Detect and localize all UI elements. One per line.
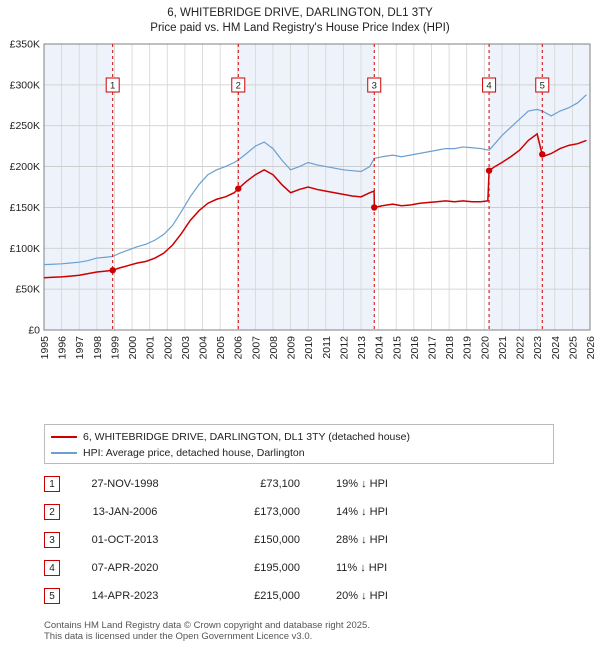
x-axis-tick-label: 2010 (303, 336, 316, 360)
marker-badge-label: 2 (235, 80, 241, 92)
x-axis-tick-label: 2026 (585, 336, 597, 360)
sale-index-badge: 1 (44, 476, 60, 492)
x-axis-tick-label: 1999 (109, 336, 122, 360)
y-axis-tick-label: £300K (9, 79, 40, 92)
table-row (44, 554, 554, 582)
sale-index-badge: 5 (44, 588, 60, 604)
x-axis-tick-label: 2007 (250, 336, 263, 360)
sales-table (44, 470, 554, 610)
table-row (44, 526, 554, 554)
x-axis-tick-label: 2000 (127, 336, 140, 360)
table-row (44, 582, 554, 610)
sale-hpi-delta: 19% ↓ HPI (336, 478, 388, 490)
sale-price: £73,100 (260, 478, 300, 490)
sale-date: 27-NOV-1998 (91, 478, 159, 490)
sale-point-2 (235, 185, 241, 191)
x-axis-tick-label: 2023 (532, 336, 545, 360)
y-axis-tick-label: £50K (15, 283, 40, 296)
legend-label-property: 6, WHITEBRIDGE DRIVE, DARLINGTON, DL1 3TY (detached house) (83, 431, 410, 443)
x-axis-tick-label: 2002 (162, 336, 175, 360)
sale-price: £150,000 (254, 534, 300, 546)
x-axis-tick-label: 2016 (408, 336, 421, 360)
x-axis-tick-label: 2009 (285, 336, 298, 360)
x-axis-tick-label: 2004 (197, 336, 210, 360)
chart-legend (44, 424, 554, 464)
y-axis-tick-label: £200K (9, 161, 40, 174)
sale-price: £215,000 (254, 590, 300, 602)
x-axis-tick-label: 2005 (215, 336, 228, 360)
table-row (44, 498, 554, 526)
x-axis-tick-label: 2019 (461, 336, 474, 360)
sale-index-badge: 4 (44, 560, 60, 576)
marker-badge-label: 1 (110, 80, 116, 92)
x-axis-tick-label: 1996 (56, 336, 69, 360)
x-axis-tick-label: 2013 (356, 336, 369, 360)
chart-svg (0, 36, 600, 376)
marker-badge-label: 5 (539, 80, 545, 92)
legend-swatch-property (51, 436, 77, 438)
x-axis-tick-label: 2003 (179, 336, 192, 360)
legend-item-hpi (51, 445, 547, 461)
x-axis-tick-label: 1995 (39, 336, 51, 360)
marker-badge-label: 3 (371, 80, 377, 92)
sale-point-4 (486, 167, 492, 173)
sale-hpi-delta: 14% ↓ HPI (336, 506, 388, 518)
price-chart (0, 36, 600, 376)
legend-label-hpi: HPI: Average price, detached house, Darlington (83, 447, 305, 459)
x-axis-tick-label: 2012 (338, 336, 351, 360)
legend-item-property (51, 429, 547, 445)
sale-hpi-delta: 11% ↓ HPI (336, 562, 388, 574)
y-axis-tick-label: £100K (9, 242, 40, 255)
footer-line-2: This data is licensed under the Open Government Licence v3.0. (44, 631, 313, 642)
x-axis-tick-label: 2008 (267, 336, 280, 360)
x-axis-tick-label: 1998 (91, 336, 104, 360)
x-axis-tick-label: 2018 (444, 336, 457, 360)
sale-index-badge: 3 (44, 532, 60, 548)
sale-date: 13-JAN-2006 (92, 506, 158, 518)
sale-point-5 (539, 151, 545, 157)
x-axis-tick-label: 2011 (320, 336, 333, 359)
x-axis-tick-label: 2025 (567, 336, 580, 360)
sale-point-1 (109, 267, 115, 273)
footer-attribution (44, 620, 564, 642)
x-axis-tick-label: 2014 (373, 336, 386, 360)
sale-hpi-delta: 28% ↓ HPI (336, 534, 388, 546)
title-line-2: Price paid vs. HM Land Registry's House Price Index (HPI) (150, 22, 450, 34)
x-axis-tick-label: 2001 (144, 336, 157, 360)
x-axis-tick-label: 2017 (426, 336, 439, 360)
x-axis-tick-label: 2020 (479, 336, 492, 360)
sale-hpi-delta: 20% ↓ HPI (336, 590, 388, 602)
marker-badge-label: 4 (486, 80, 492, 92)
x-axis-tick-label: 2022 (514, 336, 527, 360)
x-axis-tick-label: 1997 (74, 336, 87, 360)
x-axis-tick-label: 2021 (496, 336, 509, 360)
y-axis-tick-label: £150K (9, 201, 40, 214)
sale-price: £173,000 (254, 506, 300, 518)
title-line-1: 6, WHITEBRIDGE DRIVE, DARLINGTON, DL1 3TY (167, 7, 433, 19)
sale-date: 07-APR-2020 (91, 562, 159, 574)
sale-date: 14-APR-2023 (91, 590, 159, 602)
sale-point-3 (371, 204, 377, 210)
x-axis-tick-label: 2015 (391, 336, 404, 360)
footer-line-1: Contains HM Land Registry data © Crown copyright and database right 2025. (44, 620, 370, 631)
y-axis-tick-label: £0 (28, 324, 40, 337)
table-row (44, 470, 554, 498)
legend-swatch-hpi (51, 452, 77, 454)
sale-index-badge: 2 (44, 504, 60, 520)
x-axis-tick-label: 2024 (549, 336, 562, 360)
page-title (0, 0, 600, 36)
y-axis-tick-label: £250K (9, 120, 40, 133)
y-axis-tick-label: £350K (9, 38, 40, 51)
sale-price: £195,000 (254, 562, 300, 574)
sale-date: 01-OCT-2013 (91, 534, 159, 546)
x-axis-tick-label: 2006 (232, 336, 245, 360)
